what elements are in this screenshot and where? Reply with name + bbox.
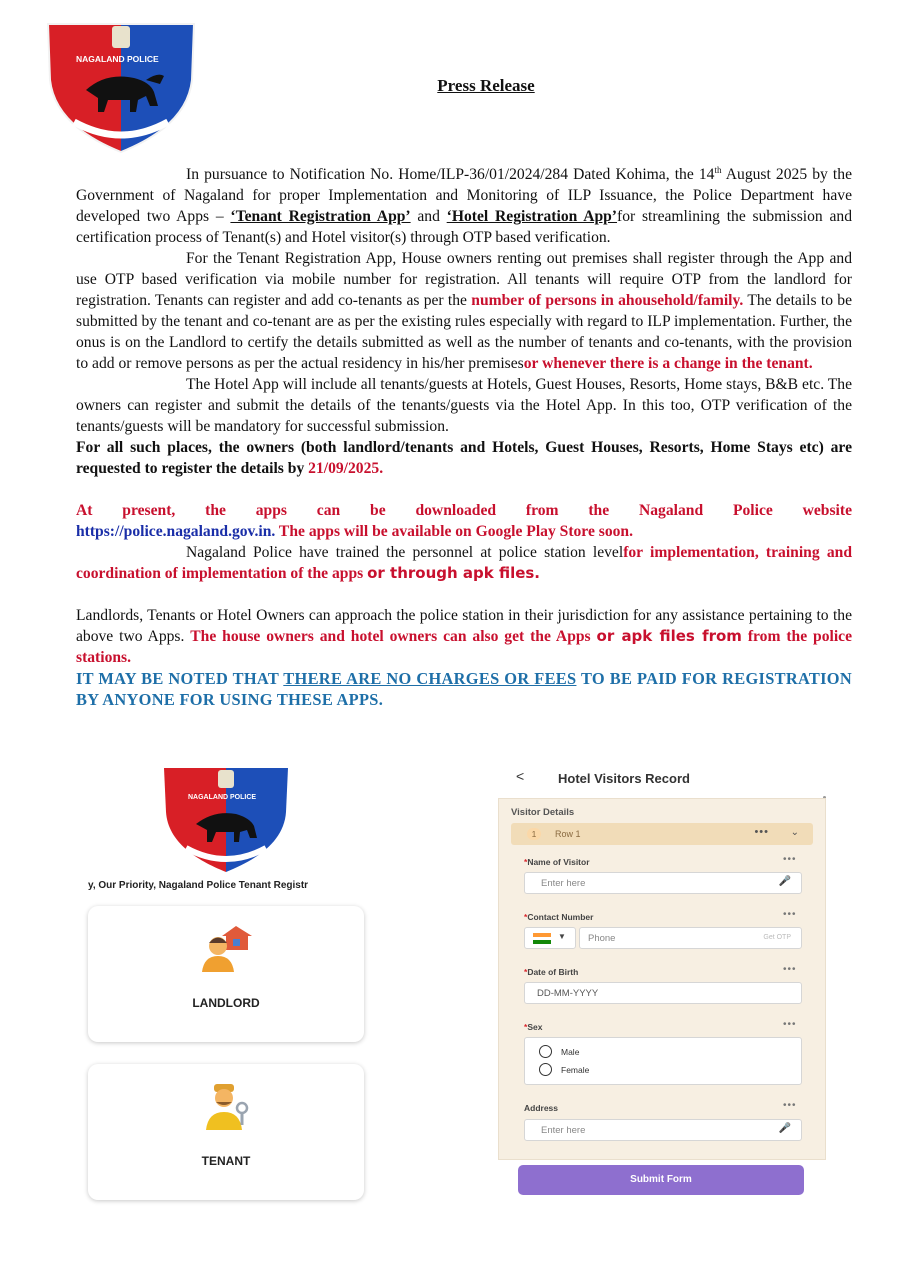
app-header bbox=[498, 760, 828, 794]
landlord-label: LANDLORD bbox=[192, 996, 260, 1010]
phone-input[interactable] bbox=[579, 927, 802, 949]
hotel-app-name: ‘Hotel Registration App’ bbox=[446, 208, 618, 226]
address-label: Address bbox=[524, 1103, 559, 1113]
tenant-card[interactable] bbox=[88, 1064, 364, 1200]
app-logo bbox=[162, 766, 290, 874]
address-more-icon[interactable]: ••• bbox=[783, 1100, 797, 1111]
female-radio[interactable] bbox=[539, 1063, 552, 1076]
name-label: *Name of Visitor bbox=[524, 857, 590, 867]
tenant-app-name: ‘Tenant Registration App’ bbox=[230, 208, 411, 226]
paragraph-6: Nagaland Police have trained the personnel at police station levelfor implementation, training and coordination of implementation of the apps or through apk files. bbox=[76, 544, 852, 583]
paragraph-1: In pursuance to Notification No. Home/ILP-36/01/2024/284 Dated Kohima, the 14th August 2025 by the Government of Nagaland for proper Implementation and Monitoring of ILP Issuance, the Police Department have developed two Apps – ‘Tenant Registration App’ and ‘Hotel Registration App’for streamlining the submission and certification process of Tenant(s) and Hotel visitor(s) through OTP based verification. bbox=[76, 165, 852, 247]
paragraph-2: For the Tenant Registration App, House owners renting out premises shall register through the App and use OTP based verification via mobile number for registration. All tenants will require OTP from the landlord for registration. Tenants can register and add co-tenants as per the number of persons in ahousehold/family. The details to be submitted by the tenant and co-tenant are as per the existing rules especially with regard to ILP implementation. Further, the onus is on the Landlord to certify the details submitted as well as the number of tenants and co-tenants, with the provision to add or remove persons as per the actual residency in his/her premisesor whenever there is a change in the tenant. bbox=[76, 250, 852, 373]
dob-placeholder: DD-MM-YYYY bbox=[537, 988, 599, 999]
male-label: Male bbox=[561, 1047, 580, 1057]
section-title: Visitor Details bbox=[511, 807, 575, 818]
name-more-icon[interactable]: ••• bbox=[783, 854, 797, 865]
get-otp-button[interactable]: Get OTP bbox=[763, 934, 791, 941]
address-placeholder: Enter here bbox=[541, 1125, 586, 1136]
tenant-label: TENANT bbox=[201, 1154, 251, 1168]
hotel-app-screenshot bbox=[498, 760, 828, 1200]
app-title: Hotel Visitors Record bbox=[558, 771, 690, 786]
phone-placeholder: Phone bbox=[588, 933, 616, 944]
country-code-select[interactable] bbox=[524, 927, 576, 949]
caret-down-icon: ▼ bbox=[558, 932, 566, 941]
name-input[interactable] bbox=[524, 872, 802, 894]
row-label: Row 1 bbox=[555, 829, 581, 839]
name-placeholder: Enter here bbox=[541, 878, 586, 889]
male-radio[interactable] bbox=[539, 1045, 552, 1058]
submit-button[interactable]: Submit Form bbox=[518, 1165, 804, 1195]
dob-more-icon[interactable]: ••• bbox=[783, 964, 797, 975]
tenant-app-screenshot bbox=[76, 760, 376, 1210]
page-title: Press Release bbox=[437, 76, 535, 95]
visitor-form bbox=[498, 798, 826, 1160]
row-number: 1 bbox=[527, 828, 541, 840]
landlord-card[interactable] bbox=[88, 906, 364, 1042]
paragraph-4: For all such places, the owners (both landlord/tenants and Hotels, Guest Houses, Resorts, Home Stays etc) are requested to register the details by 21/09/2025. bbox=[76, 439, 852, 478]
logo-text: NAGALAND POLICE bbox=[76, 54, 159, 64]
notice-text: IT MAY BE NOTED THAT THERE ARE NO CHARGES OR FEES TO BE PAID FOR REGISTRATION BY ANYONE FOR USING THESE APPS. bbox=[76, 669, 852, 710]
app-logo-text: NAGALAND POLICE bbox=[188, 794, 257, 801]
press-release-body bbox=[76, 160, 852, 710]
address-input[interactable] bbox=[524, 1119, 802, 1141]
contact-label: *Contact Number bbox=[524, 912, 594, 922]
tenant-icon bbox=[204, 1082, 252, 1130]
contact-more-icon[interactable]: ••• bbox=[783, 909, 797, 920]
paragraph-5-line-1: At present, the apps can be downloaded from the Nagaland Police website bbox=[76, 502, 852, 520]
back-icon[interactable]: < bbox=[516, 768, 525, 784]
row-header[interactable] bbox=[511, 823, 813, 845]
sex-more-icon[interactable]: ••• bbox=[783, 1019, 797, 1030]
sex-label: *Sex bbox=[524, 1022, 543, 1032]
dob-input[interactable] bbox=[524, 982, 802, 1004]
website-link[interactable]: https://police.nagaland.gov.in. bbox=[76, 523, 276, 541]
female-label: Female bbox=[561, 1065, 590, 1075]
row-more-icon[interactable]: ••• bbox=[754, 826, 769, 838]
app-tagline: y, Our Priority, Nagaland Police Tenant Registr bbox=[88, 880, 309, 891]
mic-icon[interactable]: 🎤 bbox=[778, 1123, 791, 1134]
paragraph-7: Landlords, Tenants or Hotel Owners can approach the police station in their jurisdiction for any assistance pertaining to the above two Apps. The house owners and hotel owners can also get the Apps or apk files from from the police stations. bbox=[76, 607, 853, 667]
mic-icon[interactable]: 🎤 bbox=[778, 876, 791, 887]
paragraph-3: The Hotel App will include all tenants/guests at Hotels, Guest Houses, Resorts, Home stays, B&B etc. The owners can register and submit the details of the tenants/guests via the Hotel App. In this too, OTP verification of the tenants/guests will be mandatory for successful submission. bbox=[76, 376, 852, 436]
chevron-down-icon[interactable]: ⌄ bbox=[790, 827, 799, 838]
dob-label: *Date of Birth bbox=[524, 967, 579, 977]
paragraph-5-line-2: https://police.nagaland.gov.in. The apps will be available on Google Play Store soon. bbox=[76, 523, 634, 541]
sex-options bbox=[524, 1037, 802, 1085]
landlord-icon bbox=[200, 926, 252, 972]
